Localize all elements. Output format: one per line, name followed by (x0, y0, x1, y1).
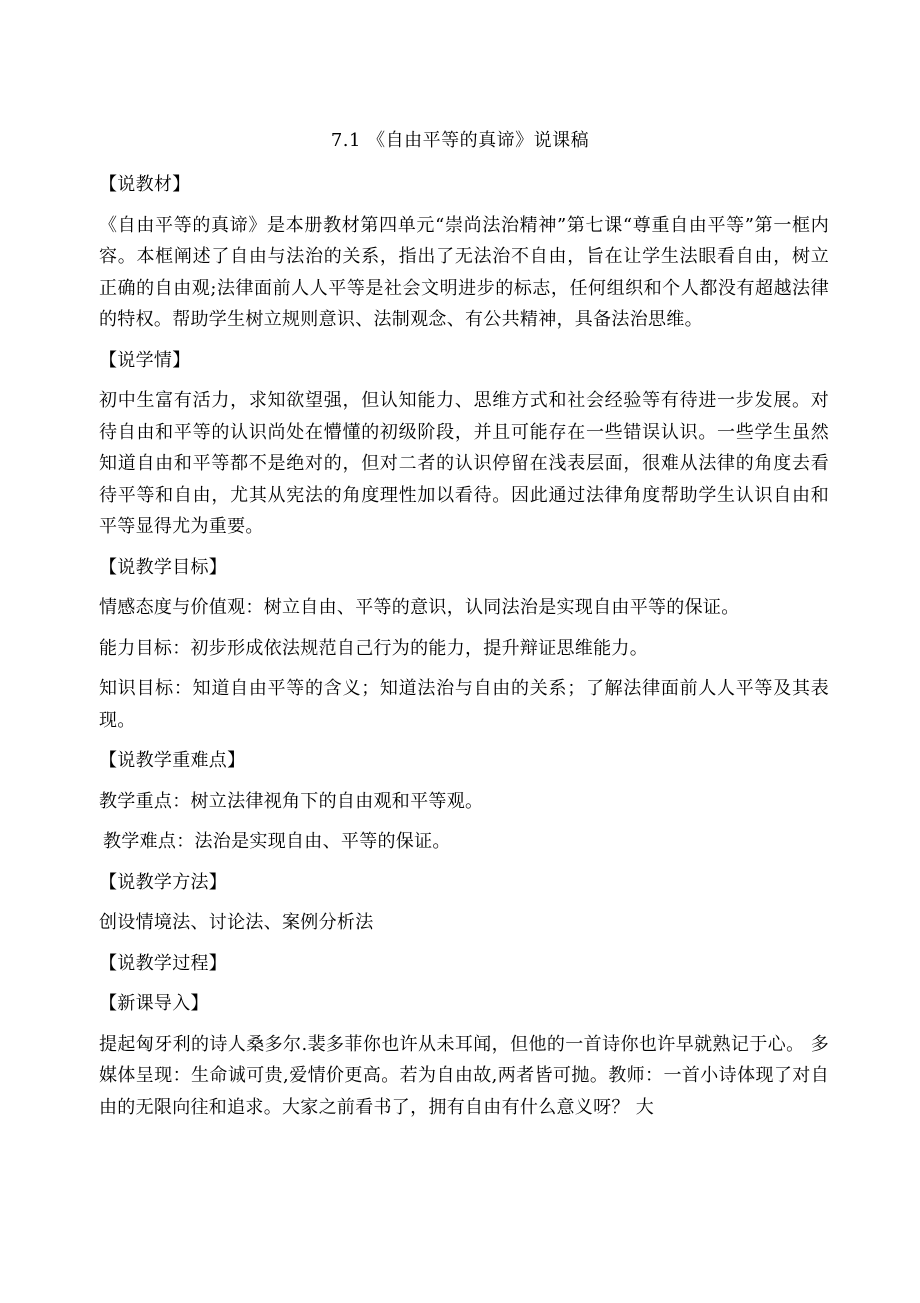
document-body (99, 169, 829, 1123)
paragraph-goal-knowledge: 知识目标：知道自由平等的含义；知道法治与自由的关系；了解法律面前人人平等及其表现。 (99, 678, 829, 731)
document-title: 7.1 《自由平等的真谛》说课稿 (330, 130, 590, 151)
paragraph-textbook: 《自由平等的真谛》是本册教材第四单元“崇尚法治精神”第七课“尊重自由平等”第一框内容。本框阐述了自由与法治的关系，指出了无法治不自由，旨在让学生法眼看自由，树立正确的自由观;法律面前人人平等是社会文明进步的标志，任何组织和个人都没有超越法律的特权。帮助学生树立规则意识、法制观念、有公共精神，具备法治思维。 (99, 214, 829, 330)
paragraph-introduction: 提起匈牙利的诗人桑多尔.裴多菲你也许从未耳闻，但他的一首诗你也许早就熟记于心。 多媒体呈现：生命诚可贵,爱情价更高。若为自由故,两者皆可抛。教师：一首小诗体现了对自由的无限向往和追求。大家之前看书了，拥有自由有什么意义呀？ 大 (99, 1033, 829, 1118)
paragraph-methods: 创设情境法、讨论法、案例分析法 (99, 912, 374, 933)
section-heading-methods: 【说教学方法】 (99, 871, 228, 893)
section-heading-introduction: 【新课导入】 (99, 993, 209, 1014)
section-heading-textbook: 【说教材】 (99, 174, 191, 195)
paragraph-goal-ability: 能力目标：初步形成依法规范自己行为的能力，提升辩证思维能力。 (99, 637, 648, 659)
section-heading-goals: 【说教学目标】 (99, 556, 228, 578)
paragraph-key-point: 教学重点：树立法律视角下的自由观和平等观。 (99, 790, 484, 812)
section-heading-key-points: 【说教学重难点】 (99, 750, 246, 771)
section-heading-process: 【说教学过程】 (99, 952, 228, 974)
paragraph-goal-emotion: 情感态度与价值观：树立自由、平等的意识，认同法治是实现自由平等的保证。 (99, 597, 740, 618)
section-heading-students: 【说学情】 (99, 349, 191, 371)
paragraph-students: 初中生富有活力，求知欲望强，但认知能力、思维方式和社会经验等有待进一步发展。对待自由和平等的认识尚处在懵懂的初级阶段，并且可能存在一些错误认识。一些学生虽然知道自由和平等都不是绝对的，但对二者的认识停留在浅表层面，很难从法律的角度去看待平等和自由，尤其从宪法的角度理性加以看待。因此通过法律角度帮助学生认识自由和平等显得尤为重要。 (99, 390, 829, 537)
paragraph-difficult-point: 教学难点：法治是实现自由、平等的保证。 (103, 831, 451, 852)
